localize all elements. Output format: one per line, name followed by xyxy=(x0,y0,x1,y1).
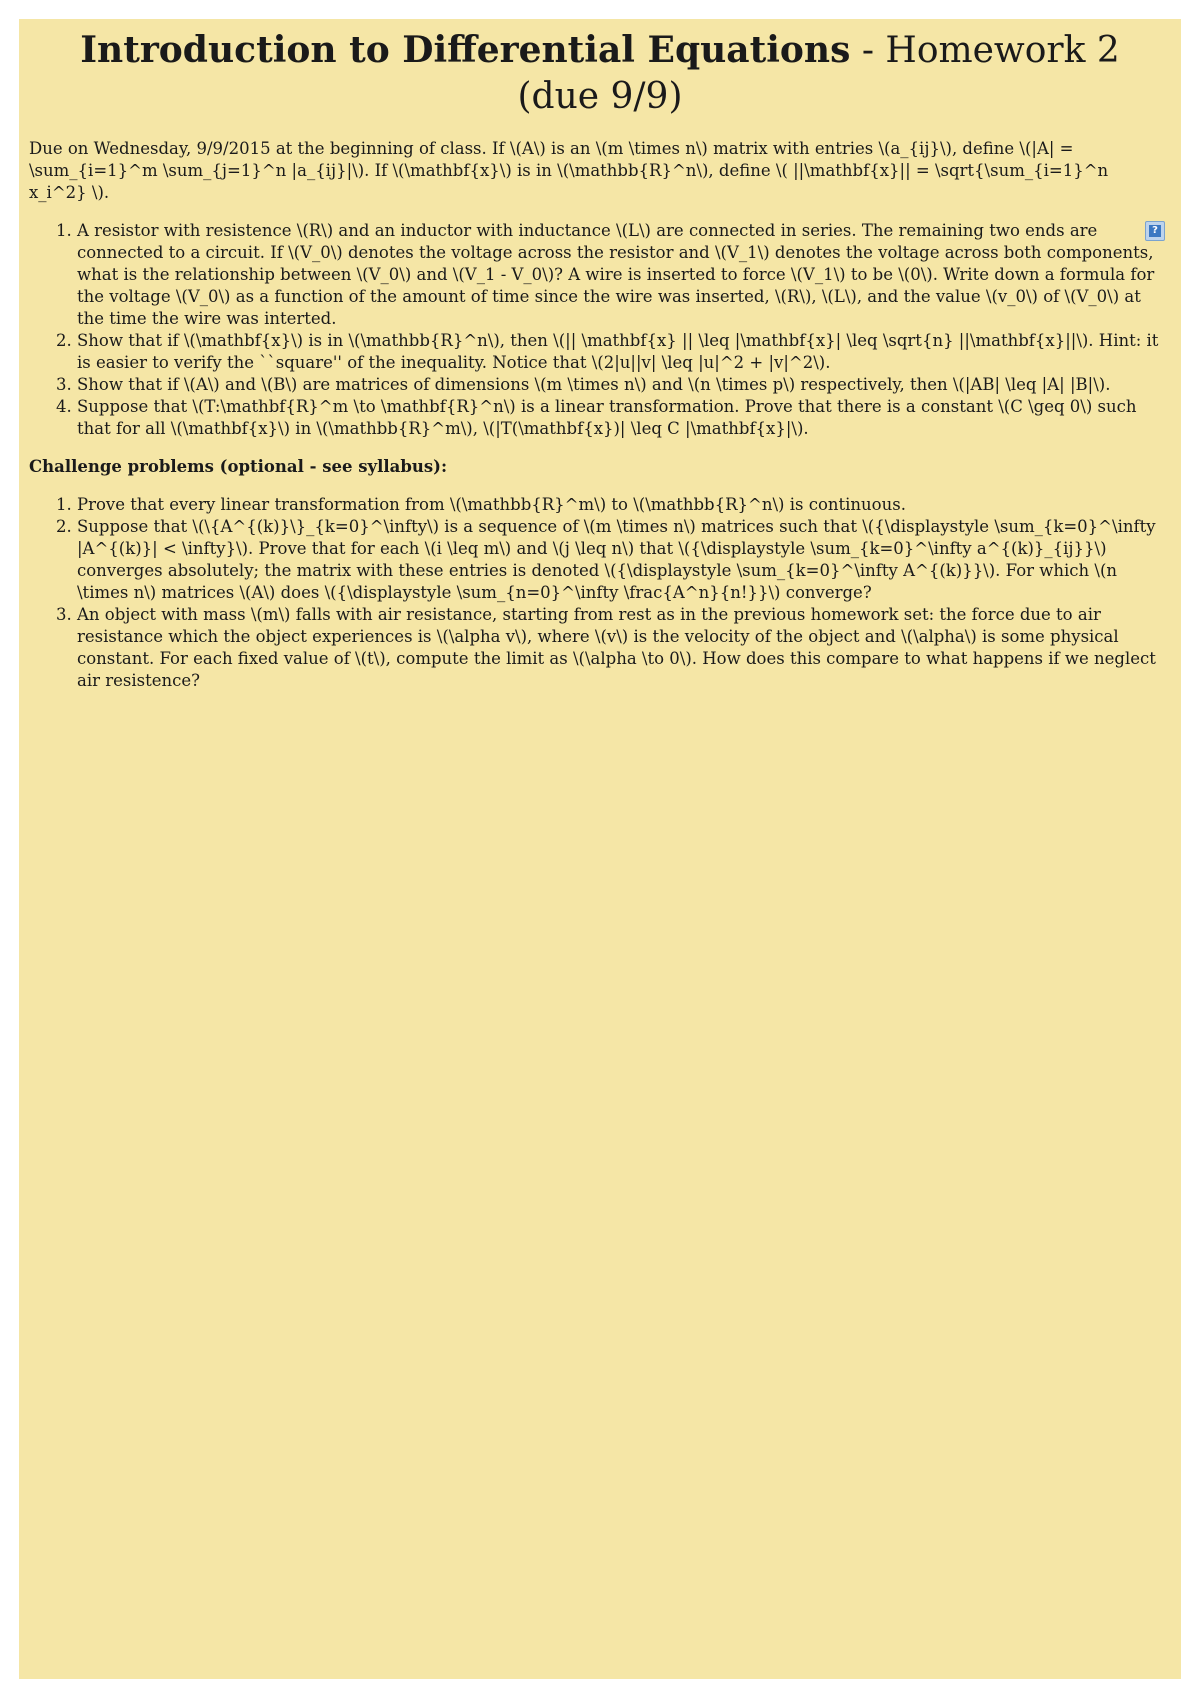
problem-item: 4. Suppose that \(T:\mathbf{R}^m \to \mathbf{R}^n\) is a linear transformation. Prove that there is a constant \(C \geq 0\) such that for all \(\mathbf{x}\) in \(\mathbb{R}^m\), \(|T(\mathbf{x})| \leq C |\mathbf{x}|\). xyxy=(77,396,1171,440)
challenge-item: 3. An object with mass \(m\) falls with air resistance, starting from rest as in the previous homework set: the force due to air resistance which the object experiences is \(\alpha v\), where \(v\) is the velocity of the object and \(\alpha\) is some physical constant. For each fixed value of \(t\), compute the limit as \(\alpha \to 0\). How does this compare to what happens if we neglect air resistence? xyxy=(77,604,1171,692)
problem-item xyxy=(77,220,1171,330)
help-icon[interactable] xyxy=(1145,221,1165,241)
homework-page xyxy=(19,19,1181,1679)
problem-list xyxy=(29,220,1171,440)
page-title-course: Introduction to Differential Equations xyxy=(80,29,851,71)
challenge-heading: Challenge problems (optional - see syllabus): xyxy=(29,457,448,476)
intro-paragraph: Due on Wednesday, 9/9/2015 at the beginning of class. If \(A\) is an \(m \times n\) matrix with entries \(a_{ij}\), define \(|A| = \sum_{i=1}^m \sum_{j=1}^n |a_{ij}|\). If \(\mathbf{x}\) is in \(\mathbb{R}^n\), define \( ||\mathbf{x}|| = \sqrt{\sum_{i=1}^n x_i^2} \). xyxy=(29,139,1109,202)
problem-item: 3. Show that if \(A\) and \(B\) are matrices of dimensions \(m \times n\) and \(n \times p\) respectively, then \(|AB| \leq |A| |B|\). xyxy=(77,374,1171,396)
problem-text: A resistor with resistence \(R\) and an inductor with inductance \(L\) are connected in series. The remaining two ends are connected to a circuit. If \(V_0\) denotes the voltage across the resistor and \(V_1\) denotes the voltage across both components, what is the relationship between \(V_0\) and \(V_1 - V_0\)? A wire is inserted to force \(V_1\) to be \(0\). Write down a formula for the voltage \(V_0\) as a function of the amount of time since the wire was inserted, \(R\), \(L\), and the value \(v_0\) of \(V_0\) at the time the wire was interted. xyxy=(77,221,1155,328)
challenge-item: 2. Suppose that \(\{A^{(k)}\}_{k=0}^\infty\) is a sequence of \(m \times n\) matrices such that \({\displaystyle \sum_{k=0}^\infty |A^{(k)}| < \infty}\). Prove that for each \(i \leq m\) and \(j \leq n\) that \({\displaystyle \sum_{k=0}^\infty a^{(k)}_{ij}}\) converges absolutely; the matrix with these entries is denoted \({\displaystyle \sum_{k=0}^\infty A^{(k)}}\). For which \(n \times n\) matrices \(A\) does \({\displaystyle \sum_{n=0}^\infty \frac{A^n}{n!}}\) converge? xyxy=(77,516,1171,604)
page-title xyxy=(29,27,1171,120)
challenge-item: 1. Prove that every linear transformation from \(\mathbb{R}^m\) to \(\mathbb{R}^n\) is continuous. xyxy=(77,494,1171,516)
help-icon-glyph: 1. ? xyxy=(1149,225,1161,237)
page-title-assignment: - Homework 2 (due 9/9) xyxy=(517,30,1120,117)
challenge-list xyxy=(29,494,1171,692)
problem-item: 2. Show that if \(\mathbf{x}\) is in \(\mathbb{R}^n\), then \(|| \mathbf{x} || \leq |\mathbf{x}| \leq \sqrt{n} ||\mathbf{x}||\). Hint: it is easier to verify the ``square'' of the inequality. Notice that \(2|u||v| \leq |u|^2 + |v|^2\). xyxy=(77,330,1171,374)
